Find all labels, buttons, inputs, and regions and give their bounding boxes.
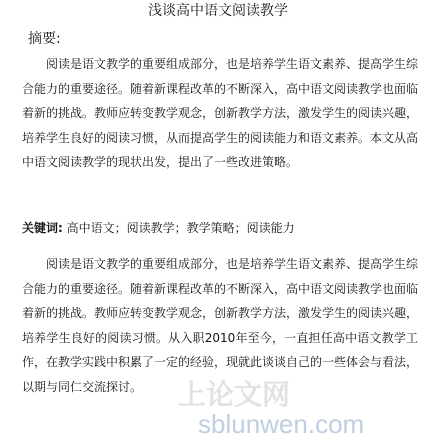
keywords-text: 高中语文；阅读教学；教学策略；阅读能力 [66, 221, 295, 235]
keywords-label: 关键词: [22, 221, 63, 235]
keywords-line [22, 216, 418, 240]
abstract-paragraph: 阅读是语文教学的重要组成部分，也是培养学生语文素养、提高学生综合能力的重要途径。随着新课程改革的不断深入，高中语文阅读教学也面临着新的挑战。教师应转变教学观念，创新教学方法，激发学生的阅读兴趣，培养学生良好的阅读习惯，从而提高学生的阅读能力和语文素养。本文从高中语文阅读教学的现状出发，提出了一些改进策略。 [22, 57, 418, 170]
body-paragraph: 阅读是语文教学的重要组成部分，也是培养学生语文素养、提高学生综合能力的重要途径。随着新课程改革的不断深入，高中语文阅读教学也面临着新的挑战。教师应转变教学观念，创新教学方法，激发学生的阅读兴趣，培养学生良好的阅读习惯。从入职2010年至今，一直担任高中语文教学工作，在教学实践中积累了一定的经验，现就此谈谈自己的一些体会与看法，以期与同仁交流探讨。 [22, 257, 418, 394]
abstract-label: 摘要: [28, 31, 61, 47]
watermark-url: sblunwen.com [198, 409, 365, 439]
document-title: 浅谈高中语文阅读教学 [148, 3, 288, 19]
watermark-logo-glyphs: 上论文网 [178, 378, 291, 411]
